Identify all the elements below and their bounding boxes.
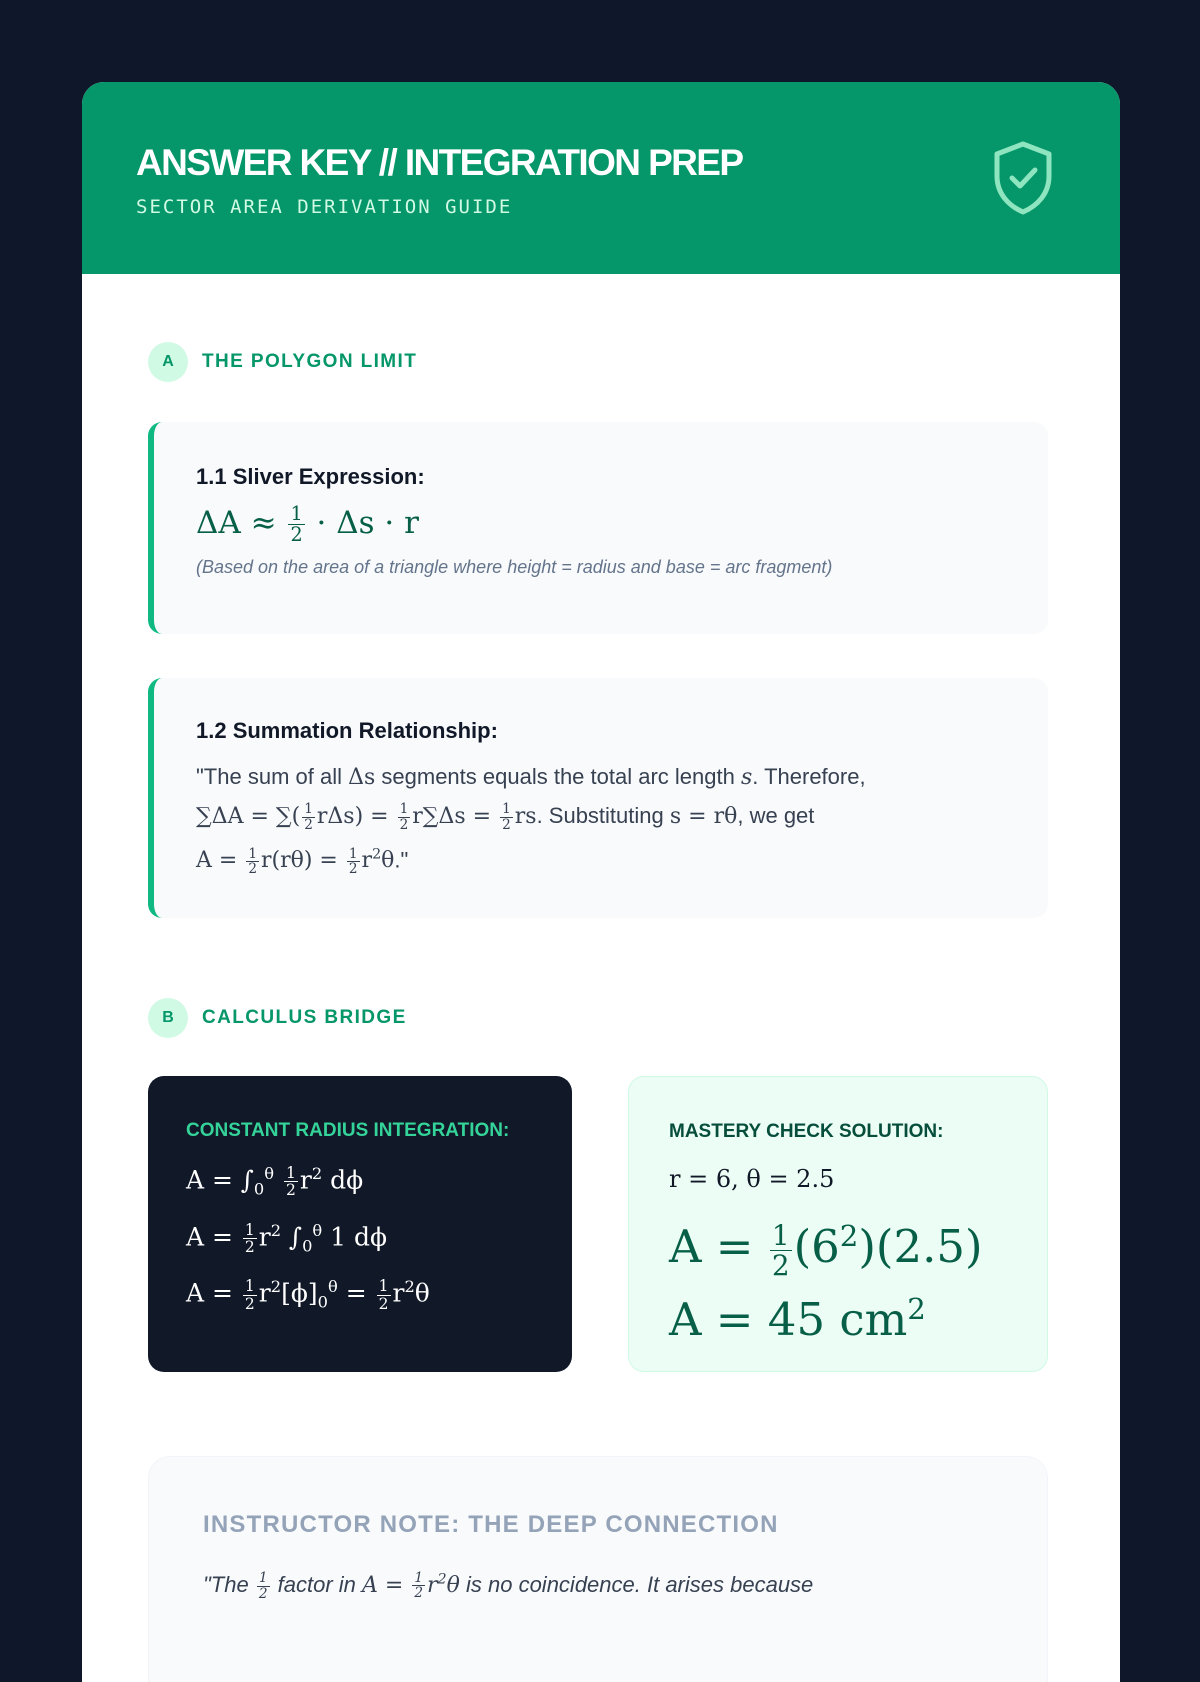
header-banner: [82, 82, 1120, 274]
summation-line-2: ∑ΔA = ∑( $\frac{1}{2}$ rΔs) = $\frac{1}{2}$ r∑Δs = $\frac{1}{2}$ rs. Substituting s = rθ, we get: [196, 801, 815, 833]
integration-step-3: A = $\frac{1}{2}$ $r^2[\phi]_0^\theta$ = $\frac{1}{2}$ $r^2\theta$: [186, 1277, 430, 1313]
instructor-note-title: INSTRUCTOR NOTE: THE DEEP CONNECTION: [203, 1511, 779, 1538]
section-b-badge: B: [148, 998, 188, 1038]
mastery-given: r = 6, θ = 2.5: [669, 1165, 835, 1193]
sliver-note: (Based on the area of a triangle where height = radius and base = arc fragment): [196, 557, 833, 578]
summation-title: 1.2 Summation Relationship:: [196, 718, 498, 743]
instructor-note-box: [148, 1456, 1048, 1682]
section-a-label: THE POLYGON LIMIT: [202, 351, 418, 372]
summation-line-1: "The sum of all Δs segments equals the total arc length s. Therefore,: [196, 764, 866, 790]
sliver-formula-rhs: · Δs · r: [306, 505, 419, 542]
integration-box: [148, 1076, 572, 1372]
sliver-formula-lhs: ΔA ≈: [196, 505, 287, 542]
shield-check-icon: [992, 140, 1054, 216]
sliver-formula-fraction: $\frac{1}{2}$: [290, 502, 303, 547]
section-a-badge: A: [148, 342, 188, 382]
page-subtitle: SECTOR AREA DERIVATION GUIDE: [136, 196, 513, 218]
integration-step-2: A = $\frac{1}{2}$ $r^2$ $\int_0^\theta$ 1 dϕ: [186, 1220, 388, 1256]
mastery-result: A = 45 $cm^2$: [669, 1292, 926, 1347]
section-a-heading: [148, 342, 417, 382]
section-b-label: CALCULUS BRIDGE: [202, 1007, 407, 1028]
summation-text: [196, 758, 1018, 880]
integration-step-1: $A = \int_0^\theta$ $\frac{1}{2}$ $r^2$ dϕ: [186, 1164, 364, 1200]
mastery-check-box: [628, 1076, 1048, 1372]
instructor-note-text: "The $\frac{1}{2}$ factor in A = $\frac{1}{2}$ $r^2\theta$ is no coincidence. It arises because: [203, 1570, 814, 1602]
summation-box: [148, 678, 1048, 918]
sliver-expression-box: [148, 422, 1048, 634]
summation-line-3: A = $\frac{1}{2}$ r(rθ) = $\frac{1}{2}$ $r^2\theta$.": [196, 845, 409, 877]
page-title: ANSWER KEY // INTEGRATION PREP: [136, 142, 743, 183]
sliver-formula: [196, 504, 1018, 545]
mastery-substitution: A = $\frac{1}{2}$ $(6^2)(2.5)$: [669, 1218, 983, 1282]
answer-key-card: [82, 82, 1120, 1682]
mastery-title: MASTERY CHECK SOLUTION:: [669, 1121, 944, 1142]
section-b-heading: [148, 998, 407, 1038]
sliver-expression-title: 1.1 Sliver Expression:: [196, 464, 425, 489]
integration-title: CONSTANT RADIUS INTEGRATION:: [186, 1120, 510, 1141]
